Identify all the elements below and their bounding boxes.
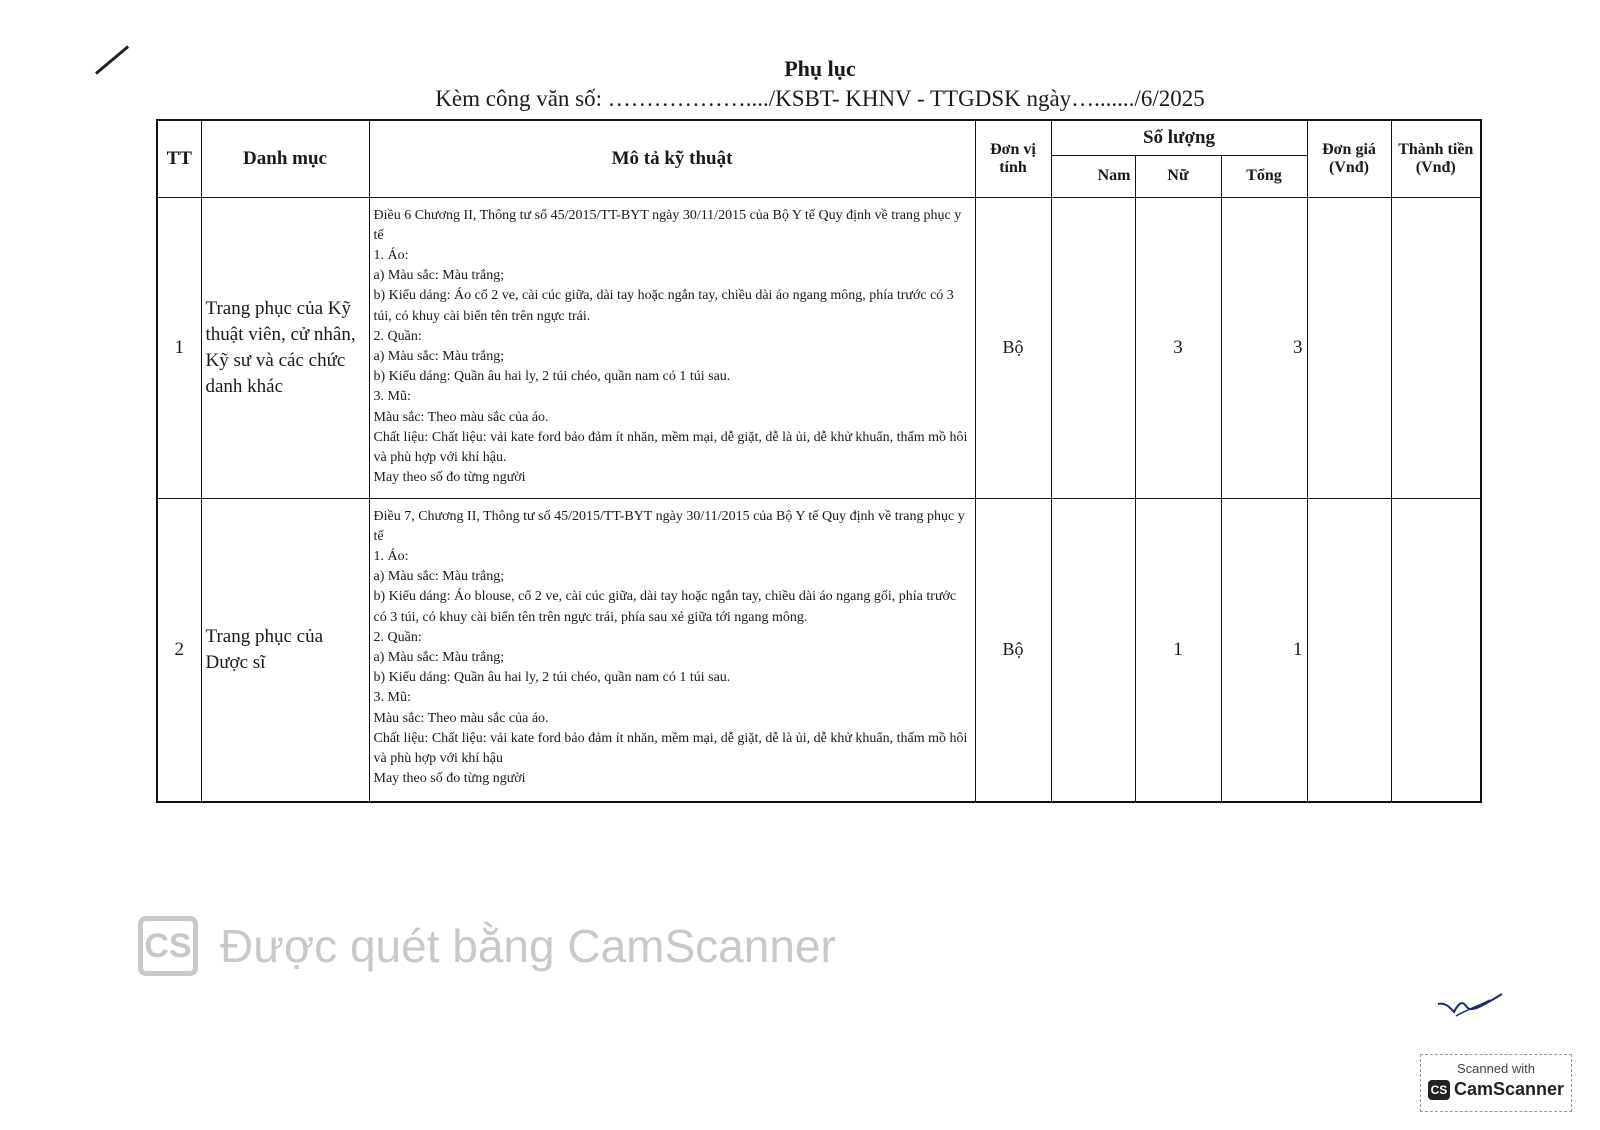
row-tt: 1 bbox=[157, 197, 201, 498]
camscanner-logo-icon: CS bbox=[138, 916, 198, 976]
specification-table bbox=[156, 119, 1482, 803]
desc-line: Chất liệu: Chất liệu: vải kate ford bảo đảm ít nhăn, mềm mại, dễ giặt, dễ là ủi, dễ khử khuẩn, thấm mồ hôi và phù hợp với khí hậu bbox=[373, 730, 968, 766]
desc-line: 3. Mũ: bbox=[373, 389, 411, 405]
row-female: 1 bbox=[1135, 498, 1221, 802]
row-description bbox=[369, 197, 975, 498]
row-total: 3 bbox=[1221, 197, 1307, 498]
header-unit-price: Đơn giá (Vnđ) bbox=[1307, 120, 1391, 197]
header-female: Nữ bbox=[1135, 155, 1221, 197]
header-description: Mô tả kỹ thuật bbox=[369, 120, 975, 197]
row-amount bbox=[1391, 498, 1481, 802]
row-category: Trang phục của Kỹ thuật viên, cử nhân, Kỹ sư và các chức danh khác bbox=[201, 197, 369, 498]
desc-line: b) Kiểu dáng: Quần âu hai ly, 2 túi chéo, quần nam có 1 túi sau. bbox=[373, 369, 731, 385]
row-unit: Bộ bbox=[975, 197, 1051, 498]
badge-name: CamScanner bbox=[1453, 1079, 1565, 1099]
desc-line: May theo số đo từng người bbox=[373, 470, 526, 486]
header-tt: TT bbox=[157, 120, 201, 197]
desc-line: 2. Quần: bbox=[373, 328, 422, 344]
desc-line: Màu sắc: Theo màu sắc của áo. bbox=[373, 409, 549, 425]
scanned-with-badge bbox=[1420, 1054, 1572, 1112]
header-quantity: Số lượng bbox=[1051, 120, 1307, 155]
camscanner-watermark bbox=[138, 916, 836, 976]
desc-line: May theo số đo từng người bbox=[373, 771, 526, 787]
desc-line: b) Kiểu dáng: Quần âu hai ly, 2 túi chéo, quần nam có 1 túi sau. bbox=[373, 670, 731, 686]
header-male: Nam bbox=[1051, 155, 1135, 197]
desc-line: 3. Mũ: bbox=[373, 690, 411, 706]
table-row bbox=[157, 498, 1481, 802]
watermark-text: Được quét bằng CamScanner bbox=[220, 920, 836, 972]
desc-line: 2. Quần: bbox=[373, 629, 422, 645]
row-tt: 2 bbox=[157, 498, 201, 802]
desc-line: b) Kiểu dáng: Áo blouse, cổ 2 ve, cài cúc giữa, dài tay hoặc ngắn tay, chiều dài áo ngang gối, phía trước có 3 túi, có khuy cài biển tên trên ngực trái, phía sau xẻ giữa tới ngang mông. bbox=[373, 589, 957, 625]
row-total: 1 bbox=[1221, 498, 1307, 802]
header-row bbox=[157, 120, 1481, 155]
desc-line: b) Kiểu dáng: Áo cổ 2 ve, cài cúc giữa, dài tay hoặc ngắn tay, chiều dài áo ngang mông, phía trước có 3 túi, có khuy cài biển tên trên ngực trái. bbox=[373, 288, 954, 324]
header-category: Danh mục bbox=[201, 120, 369, 197]
header-amount: Thành tiền (Vnđ) bbox=[1391, 120, 1481, 197]
row-unit-price bbox=[1307, 498, 1391, 802]
row-unit-price bbox=[1307, 197, 1391, 498]
row-unit: Bộ bbox=[975, 498, 1051, 802]
row-amount bbox=[1391, 197, 1481, 498]
row-category: Trang phục của Dược sĩ bbox=[201, 498, 369, 802]
page-subtitle: Kèm công văn số: ………………..../KSBT- KHNV - TTGDSK ngày…......./6/2025 bbox=[435, 86, 1205, 111]
desc-line: 1. Áo: bbox=[373, 548, 409, 564]
desc-line: Điều 6 Chương II, Thông tư số 45/2015/TT-BYT ngày 30/11/2015 của Bộ Y tế Quy định về trang phục y tế bbox=[373, 207, 962, 243]
row-female: 3 bbox=[1135, 197, 1221, 498]
desc-line: Chất liệu: Chất liệu: vải kate ford bảo đảm ít nhăn, mềm mại, dễ giặt, dễ là ủi, dễ khử khuẩn, thấm mồ hôi và phù hợp với khí hậu. bbox=[373, 429, 968, 465]
badge-top-text: Scanned with bbox=[1456, 1061, 1536, 1076]
signature bbox=[1436, 990, 1506, 1030]
camscanner-badge-icon: CS bbox=[1428, 1080, 1450, 1100]
row-description bbox=[369, 498, 975, 802]
desc-line: 1. Áo: bbox=[373, 247, 409, 263]
row-male bbox=[1051, 498, 1135, 802]
desc-line: a) Màu sắc: Màu trắng; bbox=[373, 268, 505, 284]
header-total: Tổng bbox=[1221, 155, 1307, 197]
desc-line: a) Màu sắc: Màu trắng; bbox=[373, 569, 505, 585]
header-unit: Đơn vị tính bbox=[975, 120, 1051, 197]
row-male bbox=[1051, 197, 1135, 498]
table-row bbox=[157, 197, 1481, 498]
desc-line: Màu sắc: Theo màu sắc của áo. bbox=[373, 710, 549, 726]
badge-brand bbox=[1421, 1079, 1571, 1100]
desc-line: Điều 7, Chương II, Thông tư số 45/2015/TT-BYT ngày 30/11/2015 của Bộ Y tế Quy định về trang phục y tế bbox=[373, 508, 965, 544]
desc-line: a) Màu sắc: Màu trắng; bbox=[373, 348, 505, 364]
page-title: Phụ lục bbox=[784, 56, 856, 81]
desc-line: a) Màu sắc: Màu trắng; bbox=[373, 649, 505, 665]
